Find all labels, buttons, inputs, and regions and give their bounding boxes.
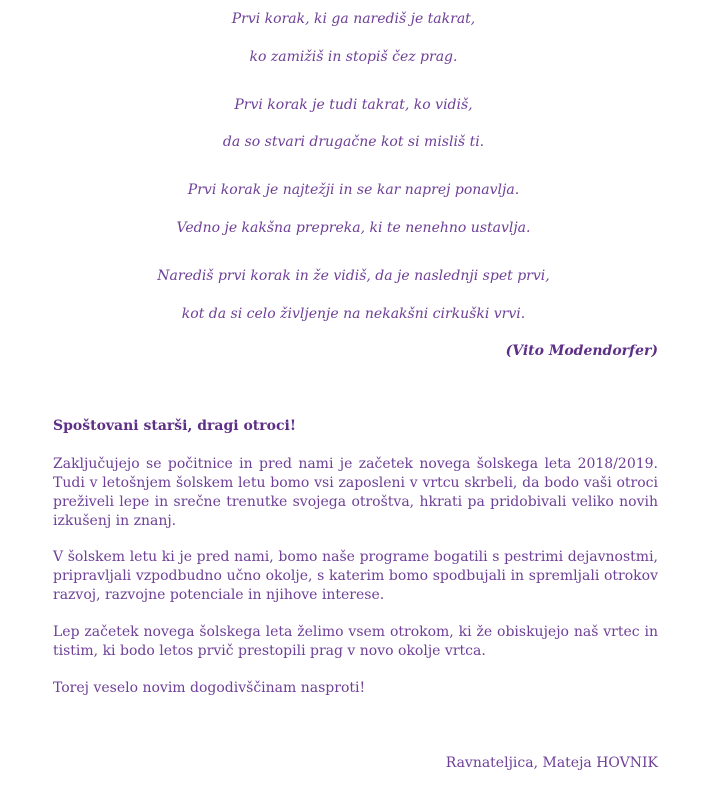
- letter-paragraph-1: Zaključujejo se počitnice in pred nami je začetek novega šolskega leta 2018/2019. Tudi v letošnjem šolskem letu bomo vsi zaposleni v vrtcu skrbeli, da bodo vaši otroci preživeli lepe in srečne trenutke svojega otroštva, hkrati pa pridobivali veliko novih izkušenj in znanj.: [53, 456, 658, 529]
- poem-line-6: Vedno je kakšna prepreka, ki te nenehno ustavlja.: [176, 220, 531, 236]
- letter-paragraph-3: Lep začetek novega šolskega leta želimo vsem otrokom, ki že obiskujejo naš vrtec in tistim, ki bodo letos prvič prestopili prag v novo okolje vrtca.: [53, 624, 658, 659]
- letter-paragraph-2: V šolskem letu ki je pred nami, bomo naše programe bogatili s pestrimi dejavnostmi, pripravljali vzpodbudno učno okolje, s katerim bomo spodbujali in spremljali otrokov razvoj, razvojne potenciale in njihove interese.: [53, 549, 658, 603]
- poem-line-8: kot da si celo življenje na nekakšni cirkuški vrvi.: [181, 306, 526, 322]
- poem-line-5: Prvi korak je najtežji in se kar naprej ponavlja.: [187, 182, 520, 198]
- poem-line-4: da so stvari drugačne kot si misliš ti.: [222, 134, 485, 150]
- letter-signature: Ravnateljica, Mateja HOVNIK: [445, 755, 658, 771]
- poem-line-2: ko zamižiš in stopiš čez prag.: [249, 49, 458, 65]
- poem-line-7: Narediš prvi korak in že vidiš, da je naslednji spet prvi,: [157, 268, 550, 284]
- poem-line-1: Prvi korak, ki ga narediš je takrat,: [231, 11, 476, 27]
- poem-author: (Vito Modendorfer): [505, 343, 658, 359]
- letter-paragraph-4: Torej veselo novim dogodivščinam nasproti!: [53, 680, 366, 696]
- letter-greeting: Spoštovani starši, dragi otroci!: [53, 418, 296, 434]
- poem-line-3: Prvi korak je tudi takrat, ko vidiš,: [234, 97, 473, 113]
